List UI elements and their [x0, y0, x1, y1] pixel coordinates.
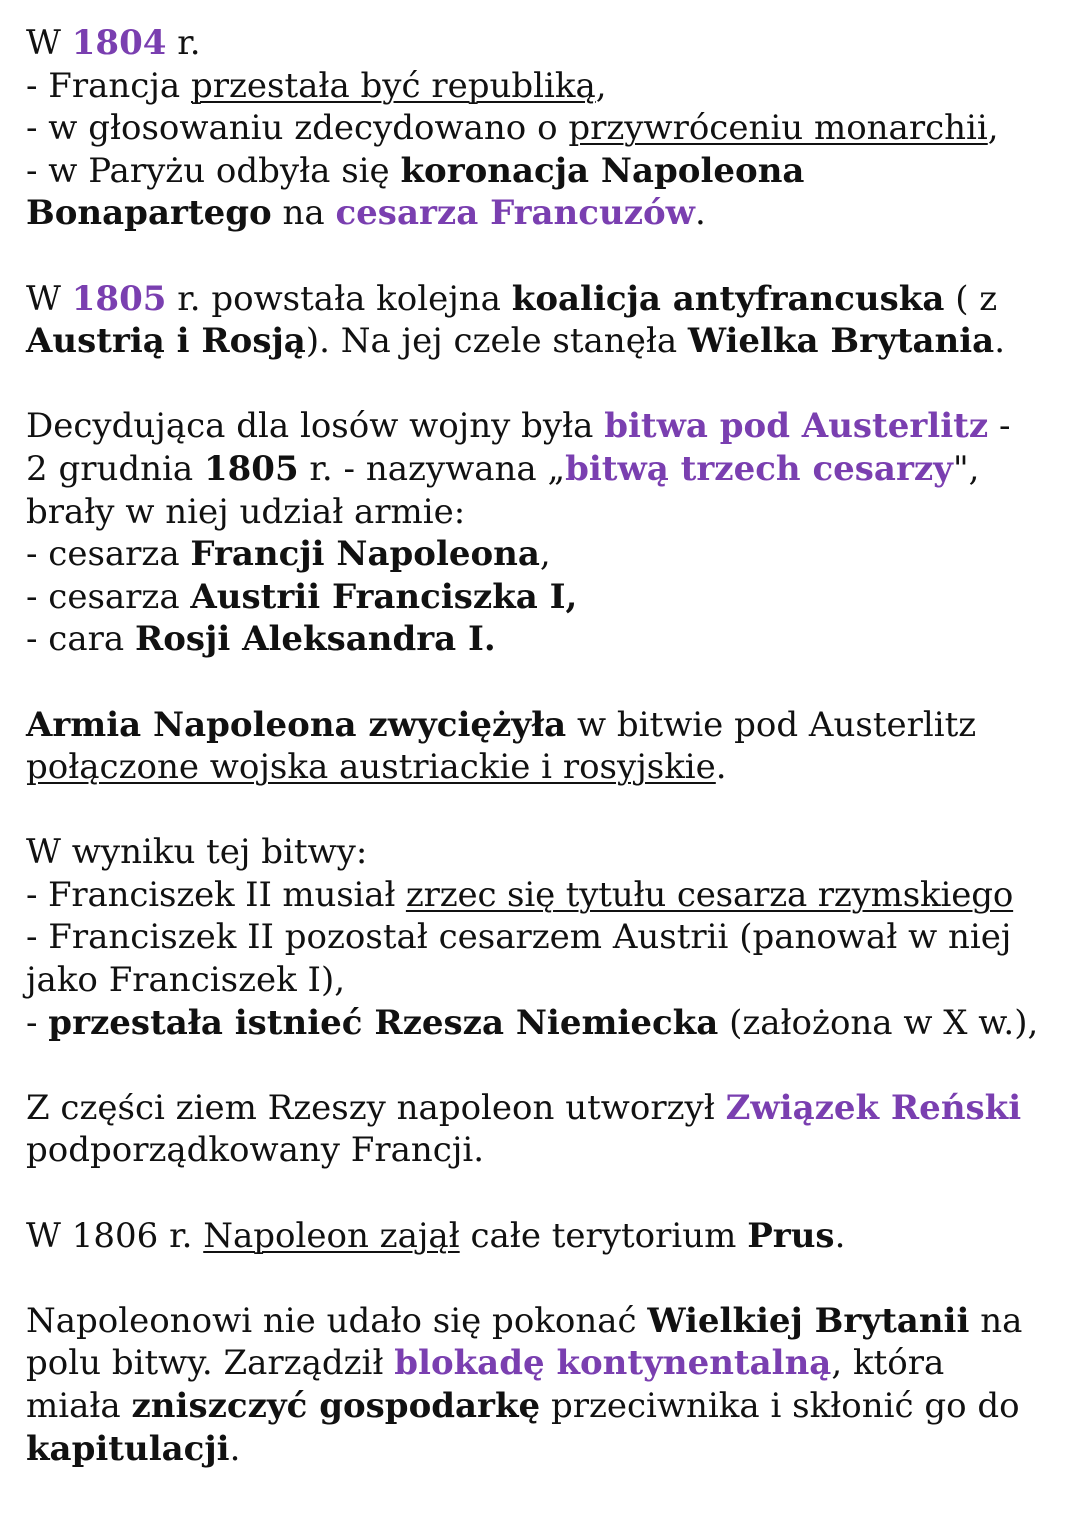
year-highlight: 1804	[71, 23, 167, 63]
underlined-phrase: zrzec się tytułu cesarza rzymskiego	[405, 874, 1014, 915]
spacer	[26, 1044, 1056, 1087]
text-line: Decydująca dla losów wojny była bitwa pod Austerlitz -	[26, 406, 1011, 447]
underlined-phrase: połączone wojska austriackie i rosyjskie	[26, 747, 716, 788]
paragraph-austerlitz	[26, 405, 1056, 661]
spacer	[26, 235, 1056, 278]
text-line: brały w niej udział armie:	[26, 491, 466, 532]
paragraph-continental-blockade	[26, 1300, 1056, 1470]
text-line: Napoleonowi nie udało się pokonać Wielkiej Brytanii na	[26, 1300, 1023, 1341]
text-line: podporządkowany Francji.	[26, 1130, 485, 1171]
spacer	[26, 1172, 1056, 1215]
year-highlight: 1805	[71, 278, 167, 319]
bold-phrase: kapitulacji	[26, 1428, 230, 1469]
paragraph-victory	[26, 704, 1056, 789]
text-line: - Franciszek II pozostał cesarzem Austrii (panował w niej	[26, 917, 1012, 958]
highlight-phrase: blokadę kontynentalną	[394, 1343, 832, 1384]
text-line: - Franciszek II musiał zrzec się tytułu cesarza rzymskiego	[26, 874, 1014, 915]
bold-phrase: Francji Napoleona	[190, 534, 540, 575]
spacer	[26, 789, 1056, 832]
bold-phrase: Armia Napoleona zwyciężyła	[26, 704, 567, 745]
text-line: W wyniku tej bitwy:	[26, 832, 368, 873]
highlight-phrase: Związek Reński	[725, 1087, 1022, 1128]
document-page	[26, 22, 1056, 1470]
text-line: - cara Rosji Aleksandra I.	[26, 619, 496, 660]
text-line: W 1804 r.	[26, 23, 201, 63]
bold-phrase: Prus	[747, 1215, 835, 1256]
spacer	[26, 1257, 1056, 1300]
bold-phrase: Wielka Brytania	[687, 321, 995, 362]
underlined-phrase: Napoleon zajął	[203, 1215, 460, 1256]
paragraph-prussia	[26, 1215, 1056, 1258]
paragraph-1804	[26, 22, 1056, 235]
paragraph-rhine-confederation	[26, 1087, 1056, 1172]
text-line: Bonapartego na cesarza Francuzów.	[26, 193, 706, 234]
text-line: Austrią i Rosją). Na jej czele stanęła Wielka Brytania.	[26, 321, 1006, 362]
bold-phrase: Rosji Aleksandra I.	[134, 619, 496, 660]
text-line: W 1805 r. powstała kolejna koalicja antyfrancuska ( z	[26, 278, 998, 319]
underlined-phrase: przywróceniu monarchii	[568, 108, 988, 149]
text-line: W 1806 r. Napoleon zajął całe terytorium Prus.	[26, 1215, 846, 1256]
paragraph-1805-coalition	[26, 278, 1056, 363]
bold-phrase: koalicja antyfrancuska	[511, 278, 945, 319]
text-line: 2 grudnia 1805 r. - nazywana „bitwą trzech cesarzy",	[26, 448, 980, 489]
bold-phrase: przestała istnieć Rzesza Niemiecka	[48, 1002, 719, 1043]
bold-phrase: Bonapartego	[26, 193, 272, 234]
spacer	[26, 363, 1056, 406]
highlight-phrase: bitwą trzech cesarzy	[565, 448, 953, 489]
spacer	[26, 661, 1056, 704]
bold-phrase: Austrią i Rosją	[26, 321, 306, 362]
text-line: jako Franciszek I),	[26, 960, 346, 1001]
paragraph-results	[26, 831, 1056, 1044]
bold-phrase: 1805	[203, 448, 299, 489]
text-line: - Francja przestała być republiką,	[26, 65, 607, 106]
bold-phrase: zniszczyć gospodarkę	[131, 1386, 541, 1426]
text-line: - cesarza Austrii Franciszka I,	[26, 576, 578, 617]
text-line: miała zniszczyć gospodarkę przeciwnika i skłonić go do	[26, 1386, 1020, 1426]
text-line: polu bitwy. Zarządził blokadę kontynentalną, która	[26, 1343, 945, 1384]
highlight-phrase: cesarza Francuzów	[335, 193, 695, 234]
text-line: - przestała istnieć Rzesza Niemiecka (założona w X w.),	[26, 1002, 1039, 1043]
highlight-phrase: bitwa pod Austerlitz	[604, 406, 989, 447]
text-line: kapitulacji.	[26, 1428, 241, 1469]
text-line: - cesarza Francji Napoleona,	[26, 534, 551, 575]
bold-phrase: Wielkiej Brytanii	[647, 1300, 970, 1341]
underlined-phrase: przestała być republiką	[190, 65, 596, 106]
text-line: - w głosowaniu zdecydowano o przywróceniu monarchii,	[26, 108, 999, 149]
bold-phrase: Austrii Franciszka I,	[190, 576, 578, 617]
text-line: Armia Napoleona zwyciężyła w bitwie pod Austerlitz	[26, 704, 977, 745]
text-line: - w Paryżu odbyła się koronacja Napoleona	[26, 150, 805, 191]
bold-phrase: koronacja Napoleona	[400, 150, 805, 191]
text-line: połączone wojska austriackie i rosyjskie.	[26, 747, 727, 788]
text-line: Z części ziem Rzeszy napoleon utworzył Związek Reński	[26, 1087, 1022, 1128]
